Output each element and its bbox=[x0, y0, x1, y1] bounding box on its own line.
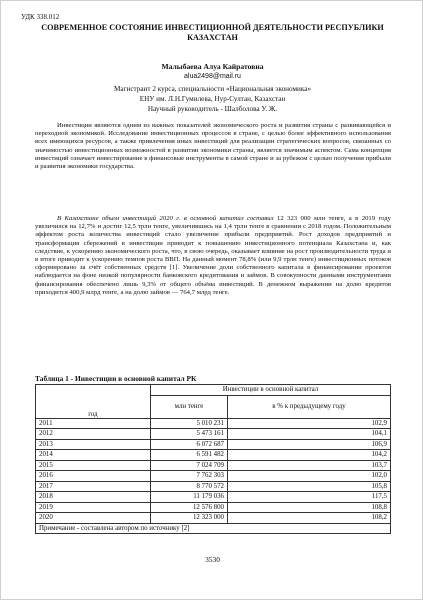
table-row bbox=[36, 450, 391, 461]
cell-value: 7 024 709 bbox=[151, 460, 228, 471]
cell-value: 11 179 036 bbox=[151, 492, 228, 503]
affiliation-line-1: Магистрант 2 курса, специальности «Национальная экономика» bbox=[113, 85, 312, 93]
cell-year: 2019 bbox=[36, 502, 151, 513]
udc-code: УДК 338.012 bbox=[21, 13, 60, 21]
author-name: Малыбаева Алуа Кайратовна bbox=[161, 62, 264, 71]
cell-year: 2016 bbox=[36, 471, 151, 482]
cell-year: 2013 bbox=[36, 439, 151, 450]
cell-pct: 103,7 bbox=[228, 460, 391, 471]
paragraph-2-italic-lead: В Казахстане объем инвестиций 2020 г. в основной капитал составил bbox=[57, 215, 274, 222]
cell-pct: 108,8 bbox=[228, 502, 391, 513]
column-header-year: год bbox=[36, 385, 151, 419]
cell-pct: 108,2 bbox=[228, 513, 391, 524]
affiliation-line-3: Научный руководитель - Шалболова У. Ж. bbox=[147, 105, 278, 113]
table-row bbox=[36, 513, 391, 524]
paper-title: СОВРЕМЕННОЕ СОСТОЯНИЕ ИНВЕСТИЦИОННОЙ ДЕЯТЕЛЬНОСТИ РЕСПУБЛИКИ КАЗАХСТАН bbox=[41, 23, 384, 42]
cell-year: 2020 bbox=[36, 513, 151, 524]
cell-year: 2017 bbox=[36, 481, 151, 492]
cell-value: 12 323 000 bbox=[151, 513, 228, 524]
table-row bbox=[36, 460, 391, 471]
cell-value: 12 576 800 bbox=[151, 502, 228, 513]
table-row bbox=[36, 492, 391, 503]
cell-year: 2014 bbox=[36, 450, 151, 461]
column-header-group: Инвестиции в основной капитал bbox=[151, 385, 391, 396]
cell-year: 2011 bbox=[36, 418, 151, 429]
cell-year: 2015 bbox=[36, 460, 151, 471]
cell-year: 2012 bbox=[36, 429, 151, 440]
table-row bbox=[36, 418, 391, 429]
table-row bbox=[36, 439, 391, 450]
cell-pct: 102,9 bbox=[228, 418, 391, 429]
affiliation-line-2: ЕНУ им. Л.Н.Гумилева, Нур-Султан, Казахстан bbox=[139, 95, 286, 103]
cell-value: 8 770 572 bbox=[151, 481, 228, 492]
table-row bbox=[36, 429, 391, 440]
cell-value: 6 072 687 bbox=[151, 439, 228, 450]
cell-pct: 102,0 bbox=[228, 471, 391, 482]
table-row bbox=[36, 481, 391, 492]
cell-pct: 104,1 bbox=[228, 429, 391, 440]
table-row bbox=[36, 502, 391, 513]
cell-value: 6 591 482 bbox=[151, 450, 228, 461]
cell-value: 5 010 231 bbox=[151, 418, 228, 429]
table-row bbox=[36, 471, 391, 482]
cell-pct: 117,5 bbox=[228, 492, 391, 503]
table-note: Примечание - составлена автором по источнику [2] bbox=[36, 523, 391, 534]
table-note-row bbox=[36, 523, 391, 534]
table-title: Таблица 1 - Инвестиции в основной капитал РК bbox=[35, 374, 197, 383]
table-header-row bbox=[36, 385, 391, 396]
cell-pct: 106,9 bbox=[228, 439, 391, 450]
cell-pct: 104,2 bbox=[228, 450, 391, 461]
paragraph-2 bbox=[35, 215, 391, 297]
page-number: 3530 bbox=[205, 555, 220, 564]
cell-value: 5 473 161 bbox=[151, 429, 228, 440]
column-header-value: млн тенге bbox=[151, 395, 228, 418]
cell-year: 2018 bbox=[36, 492, 151, 503]
column-header-pct: в % к предыдущему году bbox=[228, 395, 391, 418]
investment-table bbox=[35, 384, 391, 534]
author-email: alua2498@mail.ru bbox=[184, 73, 241, 80]
paragraph-2-text: 12 323 000 млн тенге, а в 2019 году увеличился на 12,7% и достиг 12,5 трлн тенге, увеличившись на 1,4 трлн тенге в сравнении с 2018 годом. Положительным эффектом роста количества инвестиций стало увеличение прибыли предприятий. Рост доходов предприятий и трансформация сбережений в инвестиции приводит к повышению инвестиционного потенциала Казахстана и, как следствие, к ускорению экономического роста, что, в свою очередь, оказывает влияние на рост производительности труда и в итоге приводит к ускорению темпов роста ВВП. На данный момент 78,8% (или 9,9 трлн тенге) инвестиционных потоков сформировано за счёт собственных средств [1]. Увеличение доли собственного капитала в финансировании проектов наблюдается на фоне низкой популярности банковского кредитования и займов. В совокупности данными инструментами финансирования обеспечено лишь 9,3% от общего объёма инвестиций. В денежном выражении на долю кредитов приходится 400,9 млрд тенге, а на долю займов — 764,7 млрд тенге. bbox=[35, 215, 391, 296]
paragraph-1: Инвестиции являются одним из важных показателей экономического роста и развития страны с развивающейся и переходной экономикой. Исследование инвестиционных процессов в стране, с целью более эффективного использования всех имеющихся ресурсов, а также привлечения иных инвестиций для реализации стратегических вопросов, связанных со значимостью инвестиционных возможностей в развитии экономики страны, является значимым аспектом. Сама концепция инвестиций означает инвестирование в финансовые инструменты в самой стране и за рубежом с целью получения прибыли и развития экономики государства. bbox=[35, 122, 391, 171]
cell-pct: 105,8 bbox=[228, 481, 391, 492]
cell-value: 7 762 303 bbox=[151, 471, 228, 482]
